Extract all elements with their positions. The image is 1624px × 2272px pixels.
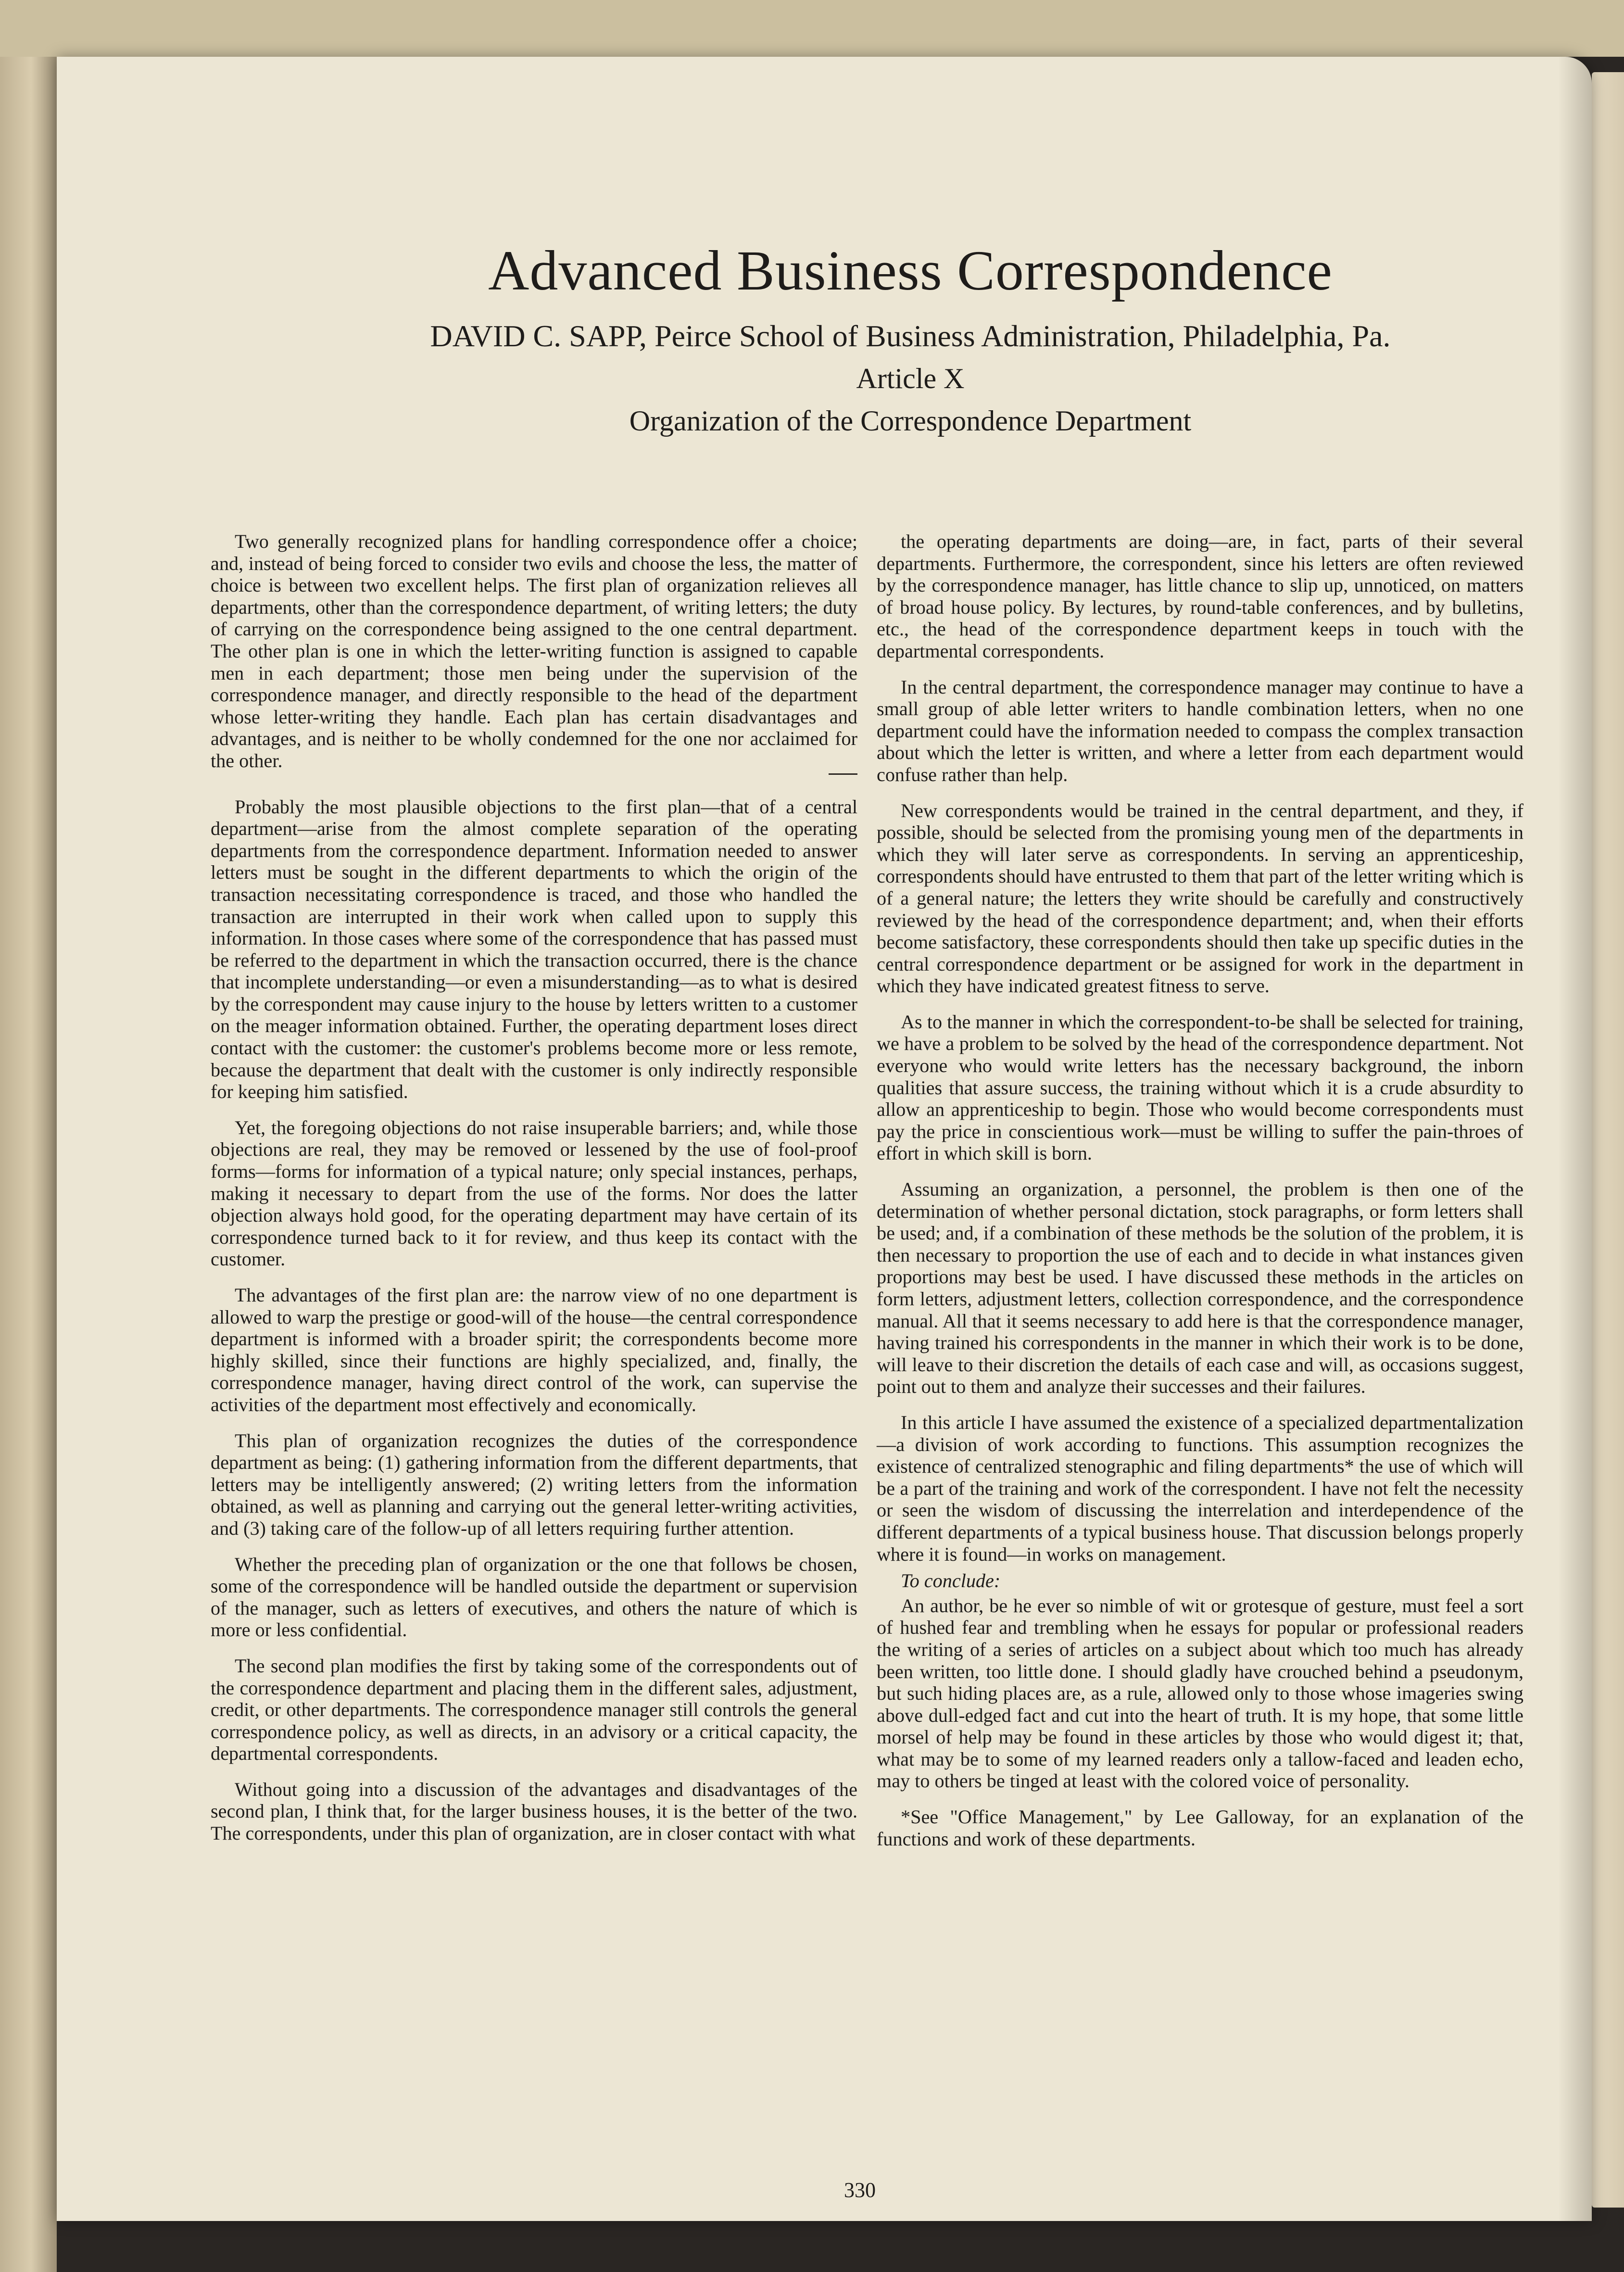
- article-number: Article X: [856, 363, 965, 394]
- text-column-left: [211, 530, 857, 1858]
- page-number: 330: [844, 2178, 876, 2202]
- footnote: *See "Office Management," by Lee Galloway, for an explanation of the functions and work of these departments.: [877, 1806, 1523, 1850]
- paragraph: Yet, the foregoing objections do not raise insuperable barriers; and, while those objections are real, they may be removed or lessened by the use of fool-proof forms—forms for information of a typical nature; only special instances, perhaps, making it necessary to depart from the use of the forms. Nor does the latter objection always hold good, for the operating department may have certain of its correspondence turned back to it for review, and thus keep its contact with the customer.: [211, 1116, 857, 1270]
- paragraph: This plan of organization recognizes the duties of the correspondence department as being: (1) gathering information from the different departments, that letters may be intelligently answered; (2) writing letters from the information obtained, as well as planning and carrying out the general letter-writing activities, and (3) taking care of the follow-up of all letters requiring further attention.: [211, 1429, 857, 1539]
- article-title: Advanced Business Correspondence: [488, 239, 1333, 302]
- text-column-right: [877, 530, 1523, 1864]
- paragraph: In this article I have assumed the existence of a specialized departmentalization—a division of work according to functions. This assumption recognizes the existence of centralized stenographic and filing departments* the use of which will be a part of the training and work of the correspondent. I have not felt the necessity or seen the wisdom of discussing the interrelation and interdependence of the different departments of a typical business house. That discussion belongs properly where it is found—in works on management.: [877, 1411, 1523, 1565]
- paragraph: Two generally recognized plans for handling correspondence offer a choice; and, instead of being forced to consider two evils and choose the less, the matter of choice is between two excellent helps. The first plan of organization relieves all departments, other than the correspondence department, of writing letters; the duty of carrying on the correspondence being assigned to the one central department. The other plan is one in which the letter-writing function is assigned to capable men in each department; those men being under the supervision of the correspondence manager, and directly responsible to the head of the department whose letter-writing they handle. Each plan has certain disadvantages and advantages, and is neither to be wholly condemned for the one nor acclaimed for the other.: [211, 530, 857, 771]
- paragraph: Assuming an organization, a personnel, the problem is then one of the determination of whether personal dictation, stock paragraphs, or form letters shall be used; and, if a combination of these methods be the solution of the problem, it is then necessary to proportion the use of each and to decide in what instances given proportions may best be used. I have discussed these methods in the articles on form letters, adjustment letters, collection correspondence, and the correspondence manual. All that it seems necessary to add here is that the correspondence manager, having trained his correspondents in the manner in which their work is to be done, will leave to their discretion the details of each case and will, as occasions suggest, point out to them and analyze their successes and their failures.: [877, 1178, 1523, 1398]
- paragraph: Whether the preceding plan of organization or the one that follows be chosen, some of the correspondence will be handled outside the department or supervision of the manager, such as letters of executives, and others the nature of which is more or less confidential.: [211, 1553, 857, 1641]
- background-left-edge: [0, 0, 57, 2272]
- article-header: [230, 240, 1591, 439]
- paragraph: The second plan modifies the first by taking some of the correspondents out of the correspondence department and placing them in the different sales, adjustment, credit, or other departments. The correspondence manager still controls the general correspondence policy, as well as directs, in an advisory or a critical capacity, the departmental correspondents.: [211, 1654, 857, 1765]
- conclusion-label: To conclude:: [901, 1570, 1001, 1592]
- magazine-page: [57, 57, 1592, 2221]
- paragraph: In the central department, the correspondence manager may continue to have a small group of able letter writers to handle combination letters, when no one department could have the information needed to compass the complex transaction about which the letter is written, and where a letter from each department would confuse rather than help.: [877, 676, 1523, 785]
- paragraph: The advantages of the first plan are: the narrow view of no one department is allowed to warp the prestige or good-will of the house—the central correspondence department is informed with a broader spirit; the correspondents become more highly skilled, since their functions are highly specialized, and, finally, the correspondence manager, having direct control of the work, can supervise the activities of the department most effectively and economically.: [211, 1284, 857, 1415]
- paragraph: Without going into a discussion of the advantages and disadvantages of the second plan, I think that, for the larger business houses, it is the better of the two. The correspondents, under this plan of organization, are in closer contact with what: [211, 1778, 857, 1844]
- facing-page-edge: [1592, 72, 1624, 2208]
- paragraph: As to the manner in which the correspondent-to-be shall be selected for training, we have a problem to be solved by the head of the correspondence department. Not everyone who would write letters has the necessary background, the inborn qualities that assure success, the training without which it is a crude absurdity to allow an apprenticeship to begin. Those who would become correspondents must pay the price in conscientious work—must be willing to suffer the pain-throes of effort in which skill is born.: [877, 1010, 1523, 1164]
- article-byline: DAVID C. SAPP, Peirce School of Business Administration, Philadelphia, Pa.: [430, 319, 1391, 353]
- background-top-edge: [0, 0, 1624, 57]
- article-subtitle: Organization of the Correspondence Department: [629, 405, 1192, 437]
- paragraph: Probably the most plausible objections to the first plan—that of a central department—arise from the almost complete separation of the operating departments from the correspondence department. Information needed to answer letters must be sought in the different departments to which the origin of the transaction necessitating correspondence is traced, and those who handled the transaction are interrupted in their work when called upon to supply this information. In those cases where some of the correspondence that has passed must be referred to the department in which the transaction occurred, there is the chance that incomplete understanding—or even a misunderstanding—as to what is desired by the correspondent may cause injury to the house by letters written to a customer on the meager information obtained. Further, the operating department loses direct contact with the customer: the customer's problems become more or less remote, because the department that dealt with the customer is only indirectly responsible for keeping him satisfied.: [211, 795, 857, 1103]
- paragraph: New correspondents would be trained in the central department, and they, if possible, should be selected from the promising young men of the departments in which they will later serve as correspondents. In serving an apprenticeship, correspondents should have entrusted to them that part of the letter writing which is of a general nature; the letters they write should be carefully and constructively reviewed by the head of the correspondence department; and, when their efforts become satisfactory, these correspondents should then take up specific duties in the central correspondence department or be assigned for work in the department in which they have indicated greatest fitness to serve.: [877, 799, 1523, 997]
- conclusion-paragraph: An author, be he ever so nimble of wit or grotesque of gesture, must feel a sort of hushed fear and trembling when he essays for popular or professional readers the writing of a series of articles on a subject about which too much has already been written, too little done. I should gladly have crouched behind a pseudonym, but such hiding places are, as a rule, allowed only to those whose imageries swing above dull-edged fact and cut into the heart of truth. It is my hope, that some little morsel of help may be found in these articles by those who would digest it; that, what may be to some of my learned readers only a tallow-faced and leaden echo, may to others be tinged at least with the colored voice of personality.: [877, 1594, 1523, 1792]
- paragraph: the operating departments are doing—are, in fact, parts of their several departments. Furthermore, the correspondent, since his letters are often reviewed by the correspondence manager, has little chance to slip up, unnoticed, on matters of broad house policy. By lectures, by round-table conferences, and by bulletins, etc., the head of the correspondence department keeps in touch with the departmental correspondents.: [877, 530, 1523, 662]
- section-rule: [829, 773, 857, 775]
